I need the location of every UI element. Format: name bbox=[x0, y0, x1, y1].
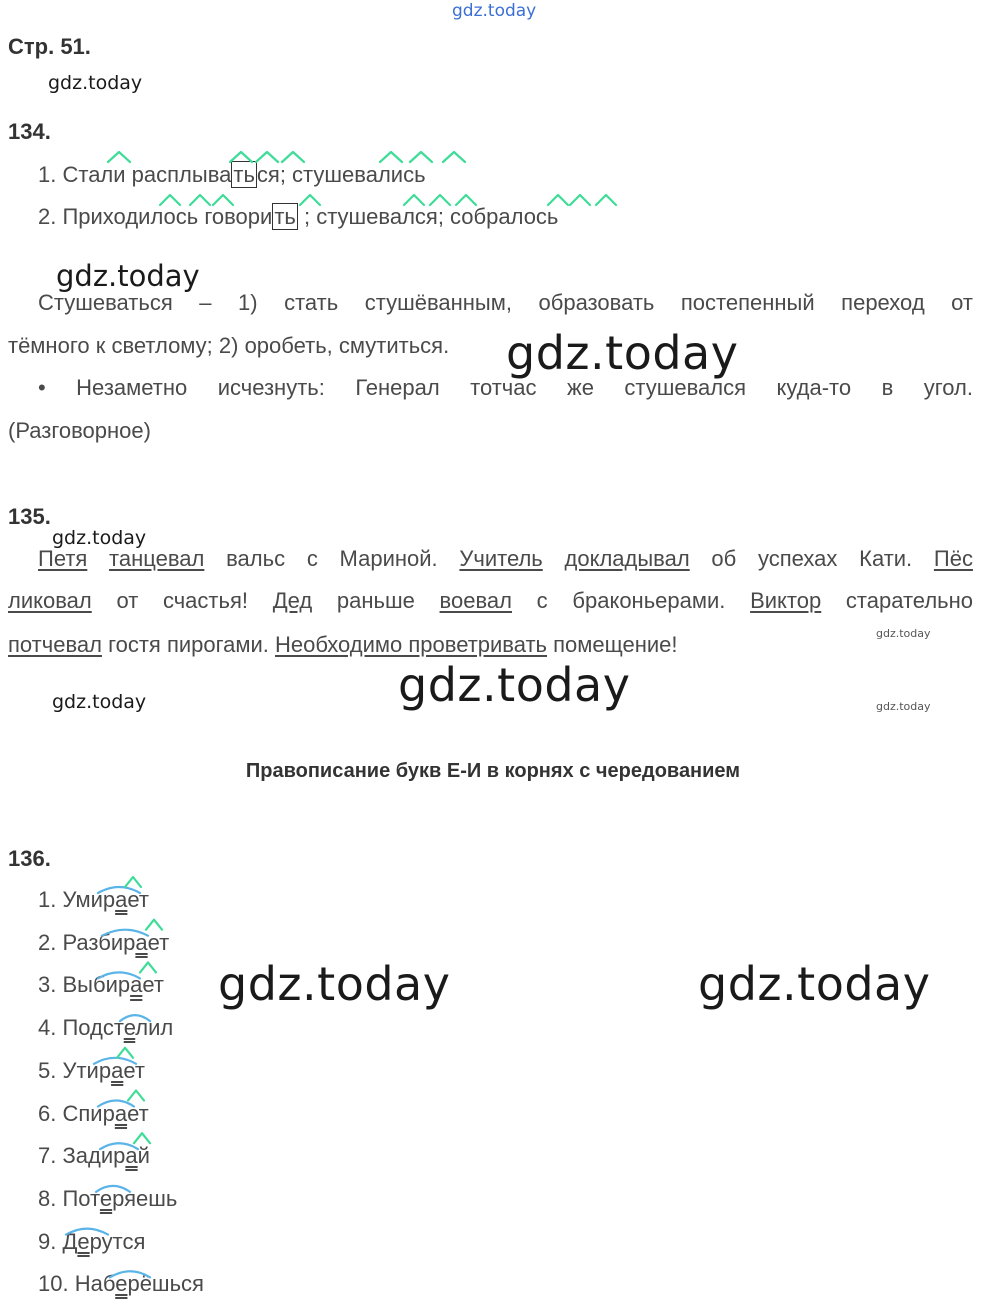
ex135-line-1 bbox=[38, 544, 973, 574]
item-number: 7. bbox=[38, 1143, 57, 1169]
alternating-vowel: а bbox=[130, 972, 143, 998]
alternating-vowel: е bbox=[115, 1271, 128, 1297]
alternating-vowel: а bbox=[111, 1057, 124, 1083]
word-part: Наб bbox=[74, 1271, 116, 1297]
list-item bbox=[38, 928, 169, 958]
word-part: Утир bbox=[62, 1057, 112, 1083]
exercise-number: 135. bbox=[8, 504, 51, 529]
alternating-vowel: а bbox=[125, 1143, 138, 1169]
watermark: gdz.today bbox=[218, 957, 451, 1011]
word-part: Умир bbox=[62, 887, 116, 912]
subject: Учитель bbox=[459, 546, 543, 571]
word bbox=[62, 1058, 144, 1083]
watermark: gdz.today bbox=[506, 326, 739, 380]
item-number: 6. bbox=[38, 1100, 57, 1126]
predicate: Необходимо проветривать bbox=[275, 632, 548, 657]
text: вальс с Мариной. bbox=[204, 546, 460, 571]
text: ; стушевался; собралось bbox=[297, 204, 559, 229]
word-part: ет bbox=[127, 887, 149, 912]
ending-box: ть bbox=[233, 162, 255, 187]
suffix-mark bbox=[596, 195, 616, 205]
suffix-mark bbox=[443, 152, 465, 162]
word bbox=[75, 1271, 204, 1296]
predicate: воевал bbox=[439, 588, 512, 613]
watermark: gdz.today bbox=[398, 658, 631, 712]
word-part: Подст bbox=[62, 1015, 124, 1041]
word-part: лил bbox=[135, 1015, 174, 1041]
definition-line: Стушеваться – 1) стать стушёванным, образовать постепенный переход от bbox=[38, 290, 973, 315]
word bbox=[62, 887, 148, 912]
ex135-line-2 bbox=[8, 586, 973, 616]
word bbox=[62, 1015, 173, 1040]
list-item bbox=[38, 970, 164, 1000]
subject: Дед bbox=[272, 588, 313, 613]
predicate: потчевал bbox=[8, 632, 102, 657]
item-number: 1. bbox=[38, 162, 57, 187]
subject: Виктор bbox=[750, 588, 822, 613]
section-title: Правописание букв Е-И в корнях с чередованием bbox=[245, 760, 741, 782]
word bbox=[62, 1143, 149, 1168]
watermark-top: gdz.today bbox=[452, 1, 537, 21]
watermark: gdz.today bbox=[698, 957, 931, 1011]
word-part: ет bbox=[127, 1100, 149, 1126]
ex134-line-2 bbox=[38, 202, 558, 232]
exercise-number: 134. bbox=[8, 119, 51, 144]
word-part: Задир bbox=[62, 1143, 126, 1169]
item-number: 5. bbox=[38, 1057, 57, 1083]
text: ся; стушевались bbox=[256, 162, 426, 187]
exercise-number: 136. bbox=[8, 846, 51, 871]
alternating-vowel: е bbox=[99, 1185, 113, 1211]
text: Приходилось говори bbox=[56, 204, 273, 229]
word bbox=[62, 972, 163, 997]
list-item bbox=[38, 1184, 177, 1214]
word-part: Д bbox=[62, 1228, 78, 1254]
text: старательно bbox=[821, 588, 973, 613]
item-number: 2. bbox=[38, 929, 57, 955]
watermark: gdz.today bbox=[52, 527, 147, 549]
word-part: рутся bbox=[89, 1228, 146, 1254]
definition-line: (Разговорное) bbox=[8, 418, 151, 443]
word bbox=[62, 1229, 145, 1254]
subject: Пёс bbox=[933, 546, 973, 571]
item-number: 2. bbox=[38, 204, 57, 229]
definition-line: • Незаметно исчезнуть: Генерал тотчас же стушевался куда-то в угол. bbox=[38, 375, 973, 400]
suffix-mark bbox=[570, 195, 590, 205]
list-item bbox=[38, 885, 149, 915]
list-item bbox=[38, 1056, 145, 1086]
item-number: 1. bbox=[38, 887, 57, 912]
word-part: Спир bbox=[62, 1100, 115, 1126]
word-part: Разбир bbox=[62, 929, 136, 955]
predicate: ликовал bbox=[8, 588, 92, 613]
word-part: ет bbox=[147, 929, 170, 955]
predicate: докладывал bbox=[564, 546, 690, 571]
list-item bbox=[38, 1013, 173, 1043]
text: помещение! bbox=[547, 632, 678, 657]
word bbox=[62, 930, 169, 955]
ending-box: ть bbox=[274, 204, 296, 229]
subject: Петя bbox=[38, 546, 88, 571]
list-item bbox=[38, 1099, 149, 1129]
text: Стали расплыва bbox=[56, 162, 232, 187]
item-number: 4. bbox=[38, 1015, 57, 1041]
predicate: танцевал bbox=[109, 546, 205, 571]
word-part: ряешь bbox=[112, 1185, 178, 1211]
word-part: рёшься bbox=[127, 1271, 204, 1297]
item-number: 8. bbox=[38, 1185, 57, 1211]
page-label: Стр. 51. bbox=[8, 34, 91, 59]
word-part: Пот bbox=[62, 1185, 100, 1211]
item-number: 3. bbox=[38, 972, 57, 998]
word-part: ет bbox=[123, 1057, 145, 1083]
watermark: gdz.today bbox=[56, 259, 200, 293]
text: гостя пирогами. bbox=[101, 632, 276, 657]
text: от счастья! bbox=[91, 588, 273, 613]
word-part: Выбир bbox=[62, 972, 131, 998]
text bbox=[543, 546, 565, 571]
alternating-vowel: е bbox=[123, 1015, 136, 1041]
text: об успехах Кати. bbox=[689, 546, 934, 571]
alternating-vowel: а bbox=[135, 929, 148, 955]
word-part: й bbox=[137, 1143, 150, 1169]
text: с браконьерами. bbox=[511, 588, 751, 613]
watermark: gdz.today bbox=[48, 72, 143, 94]
list-item bbox=[38, 1227, 145, 1257]
word bbox=[62, 1186, 177, 1211]
word-part: ет bbox=[142, 972, 164, 998]
text bbox=[87, 546, 109, 571]
text: раньше bbox=[312, 588, 440, 613]
list-item bbox=[38, 1269, 204, 1299]
alternating-vowel: а bbox=[114, 1100, 128, 1126]
watermark: gdz.today bbox=[876, 700, 931, 713]
watermark: gdz.today bbox=[52, 691, 147, 713]
ex134-line-1 bbox=[38, 160, 426, 190]
list-item bbox=[38, 1141, 150, 1171]
item-number: 9. bbox=[38, 1228, 57, 1254]
ex135-line-3 bbox=[8, 630, 678, 660]
word bbox=[62, 1101, 148, 1126]
alternating-vowel: а bbox=[115, 887, 128, 912]
alternating-vowel: е bbox=[77, 1228, 90, 1254]
watermark: gdz.today bbox=[876, 627, 931, 640]
definition-line: тёмного к светлому; 2) оробеть, смутиться. bbox=[8, 333, 450, 358]
item-number: 10. bbox=[38, 1271, 69, 1297]
